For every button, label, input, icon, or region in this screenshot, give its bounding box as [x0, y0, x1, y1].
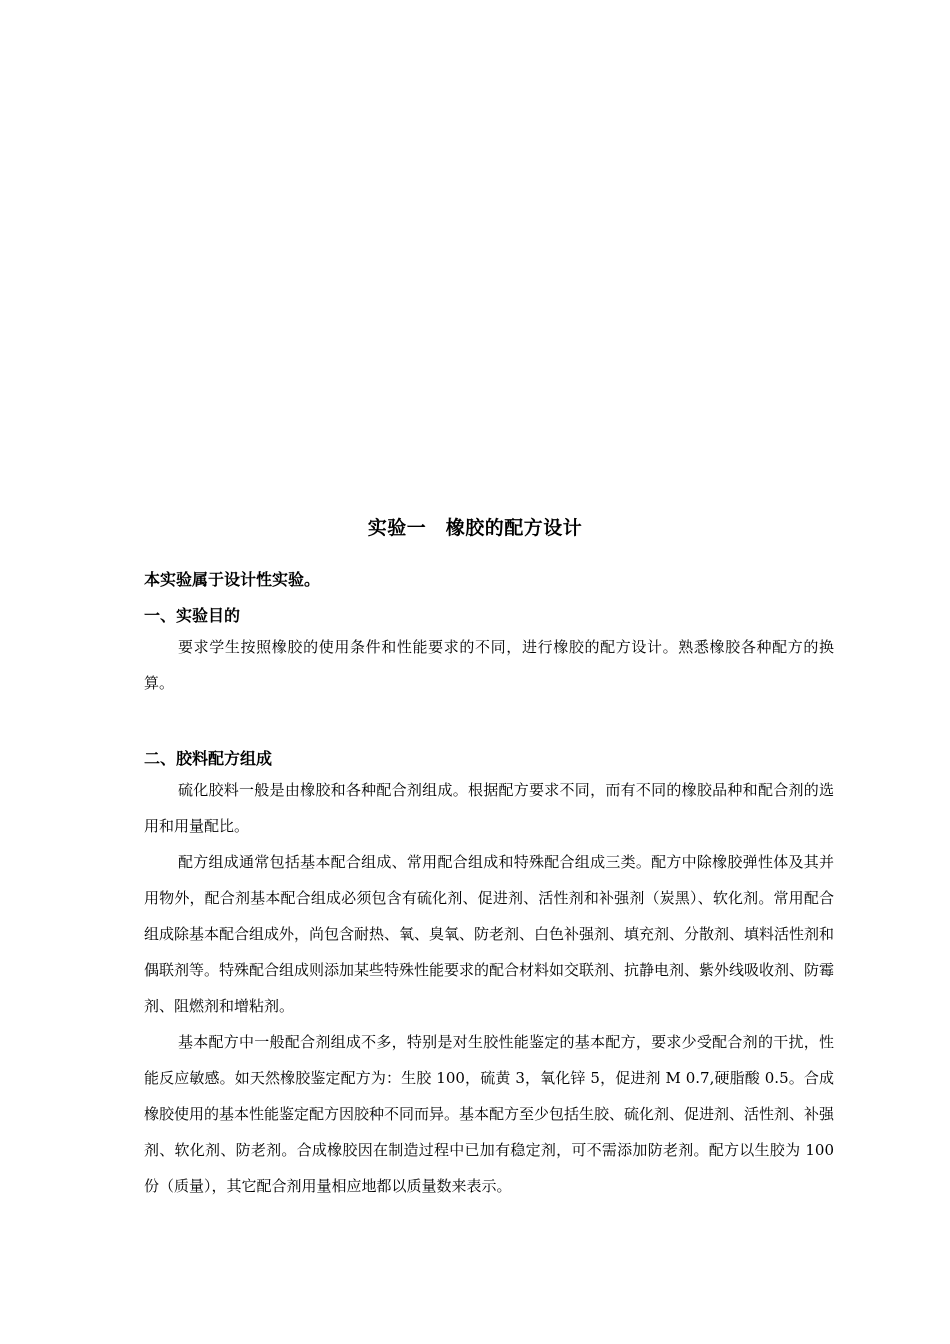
intro-statement: 本实验属于设计性实验。: [144, 570, 321, 589]
section-heading-composition: 二、胶料配方组成: [144, 749, 273, 768]
document-title: 实验一 橡胶的配方设计: [367, 517, 583, 539]
section-heading-purpose: 一、实验目的: [144, 606, 241, 625]
composition-paragraph-3: 基本配方中一般配合剂组成不多，特别是对生胶性能鉴定的基本配方，要求少受配合剂的干扰，性能反应敏感。如天然橡胶鉴定配方为：生胶 100，硫黄 3，氧化锌 5，促进剂 M 0.7,硬脂酸 0.5。合成橡胶使用的基本性能鉴定配方因胶种不同而异。基本配方至少包括生胶、硫化剂、促进剂、活性剂、补强剂、软化剂、防老剂。合成橡胶因在制造过程中已加有稳定剂，可不需添加防老剂。配方以生胶为 100 份（质量），其它配合剂用量相应地都以质量数来表示。: [144, 1033, 835, 1195]
composition-paragraph-2: 配方组成通常包括基本配合组成、常用配合组成和特殊配合组成三类。配方中除橡胶弹性体及其并用物外，配合剂基本配合组成必须包含有硫化剂、促进剂、活性剂和补强剂（炭黑）、软化剂。常用配合组成除基本配合组成外，尚包含耐热、氧、臭氧、防老剂、白色补强剂、填充剂、分散剂、填料活性剂和偶联剂等。特殊配合组成则添加某些特殊性能要求的配合材料如交联剂、抗静电剂、紫外线吸收剂、防霉剂、阻燃剂和增粘剂。: [144, 853, 835, 1015]
composition-paragraph-1: 硫化胶料一般是由橡胶和各种配合剂组成。根据配方要求不同，而有不同的橡胶品种和配合剂的选用和用量配比。: [144, 781, 834, 835]
purpose-paragraph: 要求学生按照橡胶的使用条件和性能要求的不同，进行橡胶的配方设计。熟悉橡胶各种配方的换算。: [144, 638, 834, 692]
